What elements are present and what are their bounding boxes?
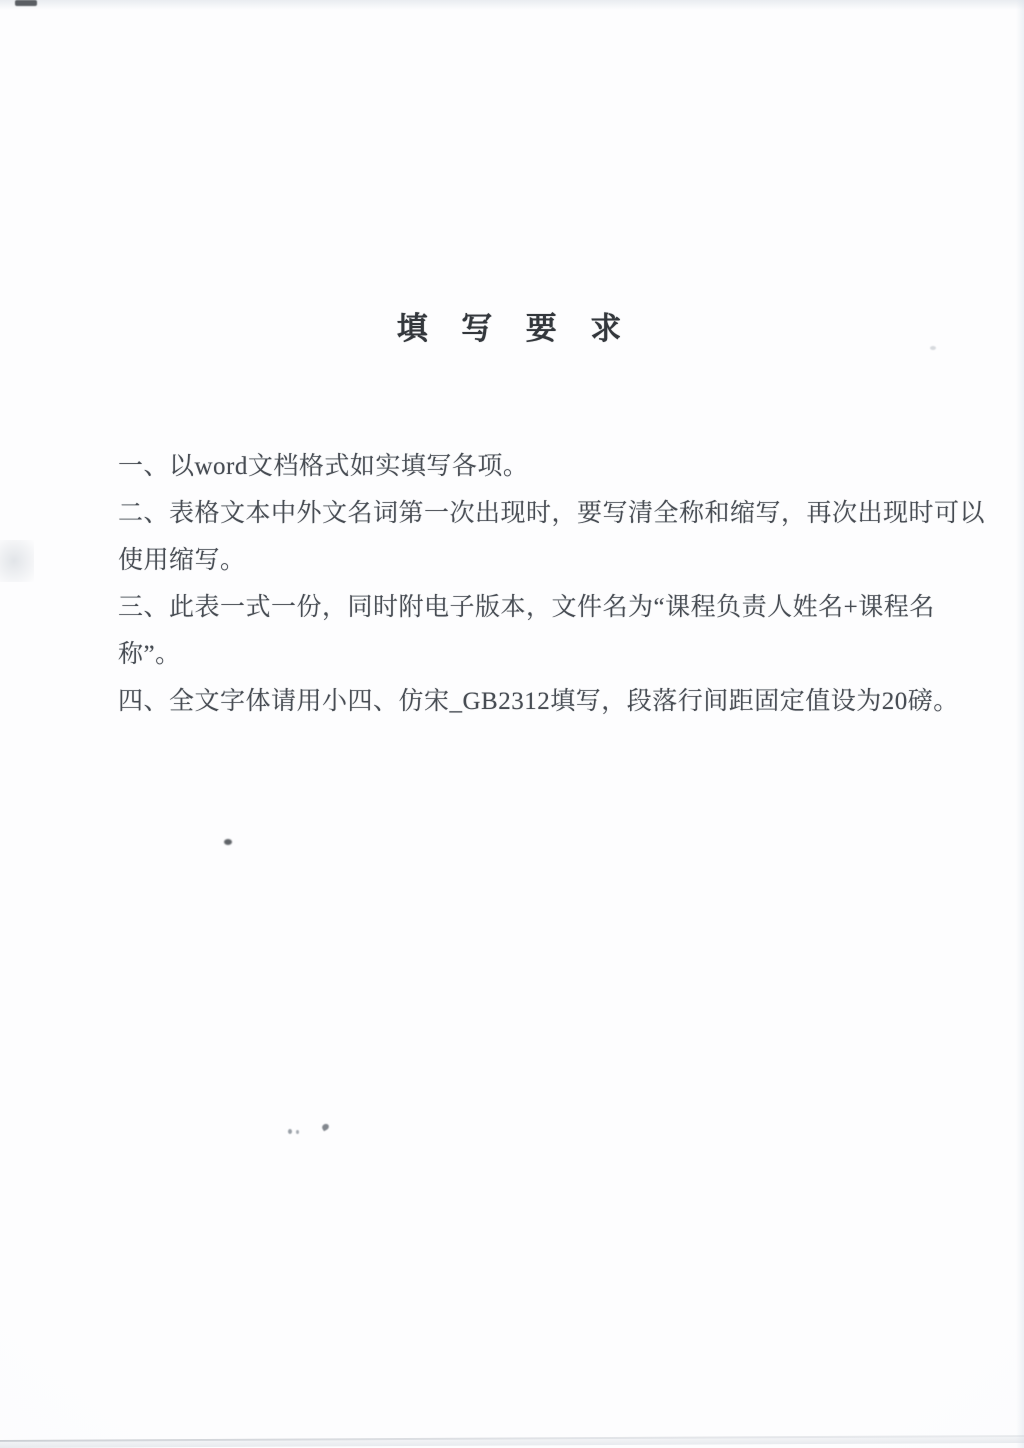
scan-speck [321, 1123, 330, 1132]
document-title: 填 写 要 求 [396, 311, 628, 346]
scan-speck [930, 346, 936, 350]
requirement-line-2: 二、表格文本中外文名词第一次出现时，要写清全称和缩写，再次出现时可以 [118, 500, 986, 527]
scanner-background-strip [0, 1436, 1024, 1448]
scan-edge-top [0, 0, 1024, 10]
requirement-line-1: 一、以word文档格式如实填写各项。 [118, 453, 529, 480]
scan-edge-right [1016, 0, 1024, 1448]
requirement-line-3: 三、此表一式一份，同时附电子版本，文件名为“课程负责人姓名+课程名 [118, 594, 935, 621]
requirement-line-3-continued: 称”。 [118, 641, 181, 668]
scan-speck [224, 839, 232, 845]
requirement-line-4: 四、全文字体请用小四、仿宋_GB2312填写，段落行间距固定值设为20磅。 [118, 688, 959, 715]
requirements-list [118, 443, 986, 725]
scan-speck [288, 1129, 292, 1134]
scan-smudge [0, 540, 34, 582]
scan-corner-mark [15, 0, 37, 6]
requirement-line-2-continued: 使用缩写。 [118, 547, 246, 574]
scan-speck [296, 1130, 299, 1134]
